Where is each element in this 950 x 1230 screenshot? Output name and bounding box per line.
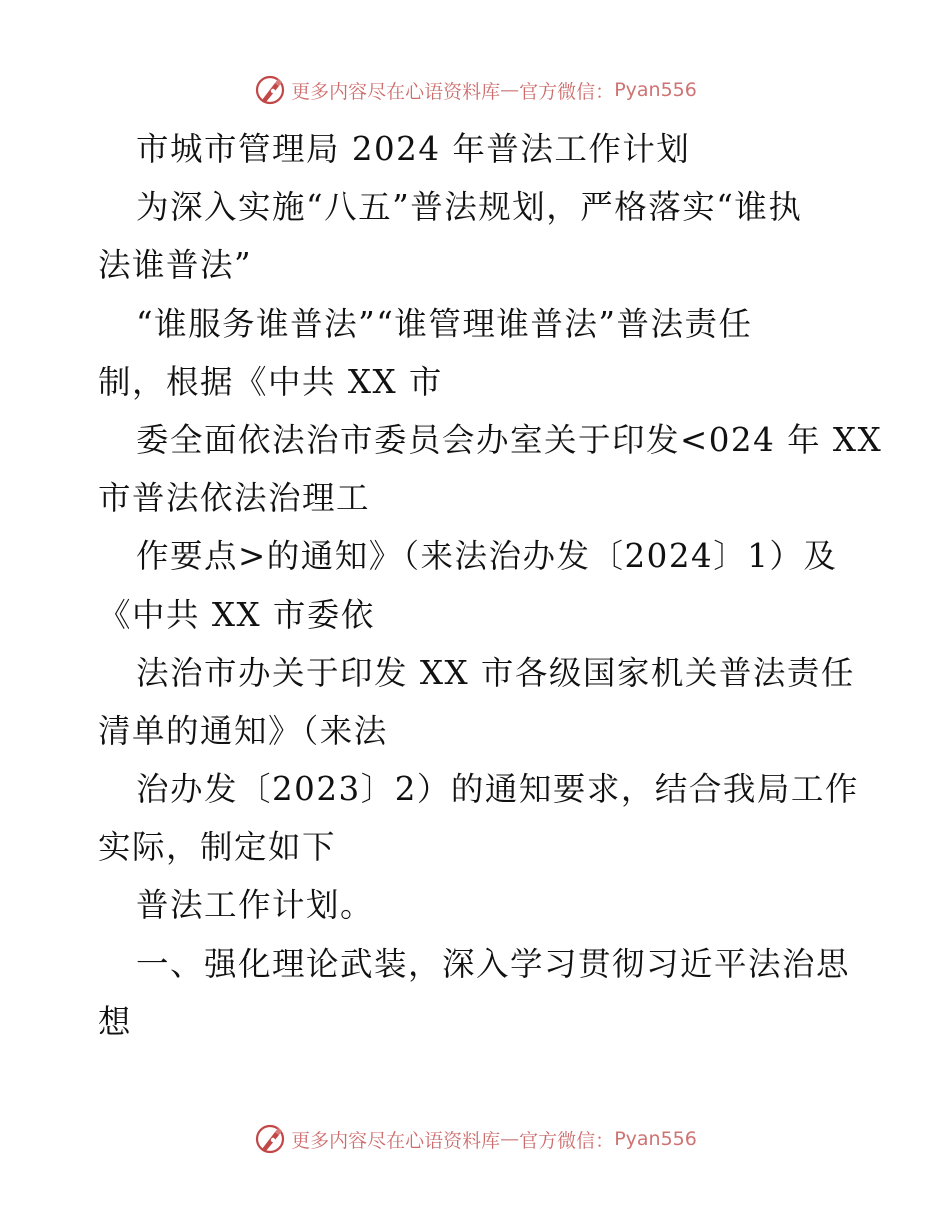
text-line: 法治市办关于印发 XX 市各级国家机关普法责任 (136, 653, 855, 692)
footer-watermark (0, 1119, 950, 1159)
text-line: 委全面依法治市委员会办室关于印发<024 年 XX (136, 420, 883, 459)
pen-logo-icon (253, 1122, 287, 1156)
watermark-wechat-label: 官方微信： (519, 80, 615, 103)
text-line: 清单的通知》（来法 (98, 711, 388, 750)
watermark-dash: — (500, 1128, 520, 1150)
watermark-dash: — (500, 79, 520, 101)
text-line: 为深入实施“八五”普法规划，严格落实“谁执 (136, 188, 803, 227)
text-line: 实际，制定如下 (98, 828, 337, 867)
text-line: 《中共 XX 市委依 (98, 595, 375, 634)
header-watermark (0, 70, 950, 110)
watermark-text: 更多内容尽在心语资料库 (291, 1129, 501, 1152)
pen-logo-icon (253, 73, 287, 107)
document-body (98, 120, 883, 1051)
text-line: “谁服务谁普法”“谁管理谁普法”普法责任 (136, 304, 753, 343)
text-line: 市普法依法治理工 (98, 479, 371, 518)
text-line: 想 (98, 1002, 133, 1041)
watermark-wechat-label: 官方微信： (519, 1129, 615, 1152)
text-line: 法谁普法” (98, 246, 253, 285)
watermark-wechat-id: Pyan556 (614, 1128, 697, 1150)
text-line: 治办发〔2023〕2）的通知要求，结合我局工作 (136, 770, 859, 809)
watermark-wechat-id: Pyan556 (614, 79, 697, 101)
text-line: 一、强化理论武装，深入学习贯彻习近平法治思 (136, 944, 851, 983)
watermark-text: 更多内容尽在心语资料库 (291, 80, 501, 103)
text-line: 市城市管理局 2024 年普法工作计划 (136, 130, 691, 168)
text-line: 普法工作计划。 (136, 886, 375, 925)
text-line: 作要点>的通知》（来法治办发〔2024〕1）及 (136, 537, 838, 576)
text-line: 制，根据《中共 XX 市 (98, 362, 443, 401)
